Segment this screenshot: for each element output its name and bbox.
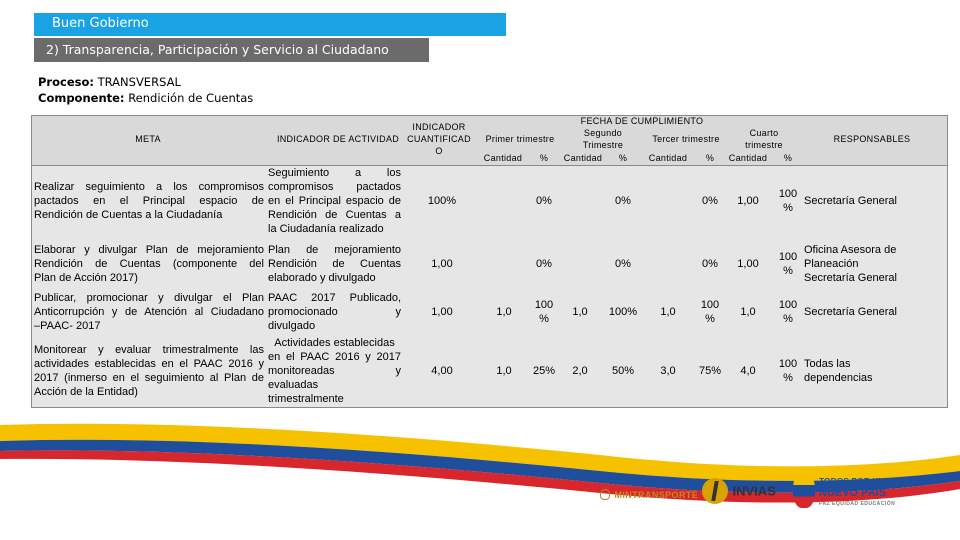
row3-meta-l2: Anticorrupción y de Atención al Ciudadano — [34, 306, 264, 318]
row4-act-l1: Actividades establecidas — [274, 337, 395, 349]
row4-indicador: 4,00 — [431, 365, 453, 377]
row4-q1-pct: 25% — [532, 365, 556, 377]
header-segundo-2: Trimestre — [582, 140, 624, 150]
row4-act-l4: evaluadas — [268, 379, 319, 391]
row1-act-l1: Seguimiento a los — [268, 167, 401, 179]
row1-act-l5: la Ciudadanía realizado — [268, 223, 384, 235]
header-q4-pct: % — [783, 153, 793, 163]
row3-q2-pct: 100% — [608, 306, 638, 318]
header-q1-pct: % — [539, 153, 549, 163]
row1-act-l4: Rendición de Cuentas a — [268, 209, 401, 221]
row2-meta-l3: Plan de Acción 2017) — [34, 272, 138, 284]
row2-act-l1: Plan de mejoramiento — [268, 244, 401, 256]
row1-meta-l3: Rendición de Cuentas a la Ciudadanía — [34, 209, 223, 221]
header-q2-cantidad: Cantidad — [563, 153, 603, 163]
row2-meta-l1: Elaborar y divulgar Plan de mejoramiento — [34, 244, 264, 256]
row4-act-l3: monitoreadas y — [268, 365, 401, 377]
header-segundo-1: Segundo — [583, 128, 623, 138]
row4-meta-l1: Monitorear y evaluar trimestralmente las — [34, 344, 264, 356]
invias-text: INVIAS — [732, 483, 776, 499]
tpun-line3: PAZ EQUIDAD EDUCACIÓN — [819, 501, 896, 507]
proceso-value: TRANSVERSAL — [97, 75, 181, 89]
row2-act-l2: Rendición de Cuentas — [268, 258, 401, 270]
row2-act-l3: elaborado y divulgado — [268, 272, 376, 284]
dove-icon — [793, 470, 815, 508]
row2-q4-cant: 1,00 — [737, 258, 759, 270]
row4-q2-cant: 2,0 — [572, 365, 588, 377]
section-title: Buen Gobierno — [52, 16, 149, 31]
row3-meta-l1: Publicar, promocionar y divulgar el Plan — [34, 292, 264, 304]
row3-q3-cant: 1,0 — [660, 306, 676, 318]
row3-act-l1: PAAC 2017 Publicado, — [268, 292, 401, 304]
row2-q3-pct: 0% — [702, 258, 718, 270]
header-indicador-cuant-1: INDICADOR — [412, 122, 466, 132]
tpun-line1: TODOS POR UN — [819, 476, 885, 486]
row3-indicador: 1,00 — [431, 306, 453, 318]
row3-act-l3: divulgado — [268, 320, 316, 332]
row2-indicador: 1,00 — [431, 258, 453, 270]
header-fecha: FECHA DE CUMPLIMIENTO — [580, 116, 704, 126]
mintransporte-text: MINTRANSPORTE — [614, 489, 699, 500]
row3-meta-l3: –PAAC- 2017 — [34, 320, 101, 332]
row2-responsable-l2: Planeación — [804, 258, 859, 270]
header-indicador-cuant-2: CUANTIFICAD — [407, 134, 471, 144]
row4-meta-l3: 2017 (inmerso en el seguimiento al Plan de — [34, 372, 264, 384]
row3-q4-pct-sym: % — [783, 313, 793, 325]
header-q3-pct: % — [705, 153, 715, 163]
invias-logo — [702, 478, 776, 504]
header-q3-cantidad: Cantidad — [648, 153, 688, 163]
flag-waves — [0, 415, 960, 540]
row4-q4-pct-sym: % — [783, 372, 793, 384]
row1-indicador: 100% — [427, 195, 457, 207]
header-tercer: Tercer trimestre — [652, 134, 720, 144]
row4-act-l5: trimestralmente — [268, 393, 344, 405]
row4-q3-pct: 75% — [698, 365, 722, 377]
invias-mark-icon — [702, 478, 728, 504]
row3-q2-cant: 1,0 — [572, 306, 588, 318]
row2-q1-pct: 0% — [536, 258, 552, 270]
row3-q4-pct-num: 100 — [778, 299, 798, 311]
componente-value: Rendición de Cuentas — [128, 91, 254, 105]
row1-q4-pct-sym: % — [783, 202, 793, 214]
proceso-label: Proceso: — [38, 75, 94, 89]
tpun-line2: NUEVO PAÍS — [819, 487, 887, 499]
row4-q1-cant: 1,0 — [496, 365, 512, 377]
row1-meta-l2: pactados en el Principal espacio de — [34, 195, 264, 207]
header-indicador-cuant-3: O — [435, 146, 443, 156]
row2-meta-l2: Rendición de Cuentas (componente del — [34, 258, 264, 270]
row2-q2-pct: 0% — [615, 258, 631, 270]
section-subtitle: 2) Transparencia, Participación y Servicio al Ciudadano — [46, 42, 389, 57]
header-meta: META — [135, 134, 161, 144]
header-responsables: RESPONSABLES — [833, 134, 911, 144]
row3-q3-pct-sym: % — [705, 313, 715, 325]
row2-q4-pct-num: 100 — [778, 251, 798, 263]
row1-responsable: Secretaría General — [804, 195, 897, 207]
header-indicador-actividad: INDICADOR DE ACTIVIDAD — [276, 134, 400, 144]
row3-responsable: Secretaría General — [804, 306, 897, 318]
row4-q3-cant: 3,0 — [660, 365, 676, 377]
row2-q4-pct-sym: % — [783, 265, 793, 277]
componente-label: Componente: — [38, 91, 125, 105]
row4-responsable-l2: dependencias — [804, 372, 873, 384]
row1-q4-cant: 1,00 — [737, 195, 759, 207]
header-primer: Primer trimestre — [485, 134, 555, 144]
row4-q4-cant: 4,0 — [740, 365, 756, 377]
header-q1-cantidad: Cantidad — [483, 153, 523, 163]
rendicion-table — [31, 115, 948, 408]
header-cuarto-1: Cuarto — [749, 128, 779, 138]
row1-act-l2: compromisos pactados — [268, 181, 401, 193]
title-bar — [34, 13, 506, 36]
header-q4-cantidad: Cantidad — [728, 153, 768, 163]
row4-q4-pct-num: 100 — [778, 358, 798, 370]
row1-q1-pct: 0% — [536, 195, 552, 207]
row1-q3-pct: 0% — [702, 195, 718, 207]
row3-q1-pct-num: 100 — [534, 299, 554, 311]
header-cuarto-2: trimestre — [745, 140, 783, 150]
row3-q3-pct-num: 100 — [700, 299, 720, 311]
row2-responsable-l3: Secretaría General — [804, 272, 897, 284]
row3-q1-pct-sym: % — [539, 313, 549, 325]
row1-act-l3: en el Principal espacio de — [268, 195, 401, 207]
coat-of-arms-icon — [600, 489, 610, 500]
mintransporte-logo — [600, 486, 698, 500]
row3-act-l2: promocionado y — [268, 306, 401, 318]
subtitle-bar — [34, 38, 429, 62]
row3-q1-cant: 1,0 — [496, 306, 512, 318]
row2-responsable-l1: Oficina Asesora de — [804, 244, 897, 256]
header-q2-pct: % — [618, 153, 628, 163]
row4-responsable-l1: Todas las — [804, 358, 851, 370]
row4-q2-pct: 50% — [611, 365, 635, 377]
row4-act-l2: en el PAAC 2016 y 2017 — [268, 351, 401, 363]
row3-q4-cant: 1,0 — [740, 306, 756, 318]
row1-q4-pct-num: 100 — [778, 188, 798, 200]
row1-q2-pct: 0% — [615, 195, 631, 207]
row4-meta-l4: Acción de la Entidad) — [34, 386, 138, 398]
row4-meta-l2: actividades establecidas en el PAAC 2016 y — [34, 358, 264, 370]
row1-meta-l1: Realizar seguimiento a los compromisos — [34, 181, 264, 193]
process-info — [38, 74, 253, 106]
